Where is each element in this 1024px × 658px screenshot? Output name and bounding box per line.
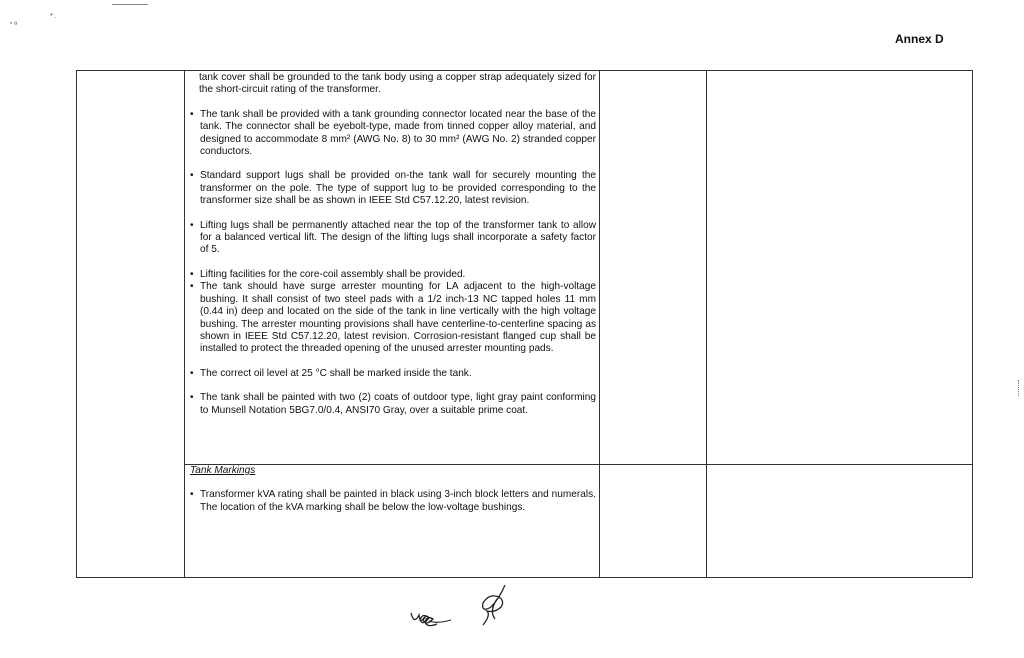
list-item: • The tank should have surge arrester mounting for LA adjacent to the high-voltage bushing. It shall consist of two steel pads with a 1/2 inch-13 NC tapped holes 11 mm (0.44 in) deep and located on the side of the tank in line vertically with the high voltage bushing. The arrester mounting provisions shall have centerline-to-centerline spacing as shown in IEEE Std C57.12.20, latest revision. Corrosion-resistant flanged cup shall be installed to protect the threaded opening of the unused arrester mounting pads. xyxy=(190,281,596,355)
table-col-divider-3 xyxy=(706,71,707,577)
list-item-text: Lifting lugs shall be permanently attached near the top of the transformer tank to allow for a balanced vertical lift. The design of the lifting lugs shall incorporate a safety factor of 5. xyxy=(200,219,596,256)
annex-label: Annex D xyxy=(895,32,944,46)
tank-markings-section xyxy=(186,465,596,514)
list-item-text: Transformer kVA rating shall be painted in black using 3-inch block letters and numerals. The location of the kVA marking shall be below the low-voltage bushings. xyxy=(200,489,596,513)
list-item: • Lifting facilities for the core-coil assembly shall be provided. xyxy=(190,268,466,280)
list-item-text: The correct oil level at 25 °C shall be marked inside the tank. xyxy=(200,367,472,379)
handwritten-signature xyxy=(405,583,525,633)
section-title: Tank Markings xyxy=(190,465,256,476)
initials-stroke xyxy=(411,613,437,626)
list-item-text: Standard support lugs shall be provided on-the tank wall for securely mounting the transformer on the pole. The type of support lug to be provided corresponding to the transformer size shall be as shown in IEEE Std C57.12.20, latest revision. xyxy=(200,170,596,207)
list-item: • The correct oil level at 25 °C shall be marked inside the tank. xyxy=(190,367,472,379)
table-col-divider-2 xyxy=(599,71,600,577)
continuation-text: tank cover shall be grounded to the tank body using a copper strap adequately sized for the short-circuit rating of the transformer. xyxy=(199,72,596,96)
list-item-text: Lifting facilities for the core-coil assembly shall be provided. xyxy=(200,268,466,280)
list-item: • Lifting lugs shall be permanently attached near the top of the transformer tank to allow for a balanced vertical lift. The design of the lifting lugs shall incorporate a safety factor of 5. xyxy=(190,219,596,256)
scan-side-mark xyxy=(1018,380,1021,396)
signature-mark xyxy=(483,585,505,625)
list-item-text: The tank should have surge arrester mounting for LA adjacent to the high-voltage bushing. It shall consist of two steel pads with a 1/2 inch-13 NC tapped holes 11 mm (0.44 in) deep and located on the side of the tank in line vertically with the high voltage bushing. The arrester mounting provisions shall have centerline-to-centerline spacing as shown in IEEE Std C57.12.20, latest revision. Corrosion-resistant flanged cup shall be installed to protect the threaded opening of the unused arrester mounting pads. xyxy=(200,281,596,355)
list-item: • Standard support lugs shall be provided on-the tank wall for securely mounting the transformer on the pole. The type of support lug to be provided corresponding to the transformer size shall be as shown in IEEE Std C57.12.20, latest revision. xyxy=(190,170,596,207)
list-item: • The tank shall be painted with two (2) coats of outdoor type, light gray paint conforming to Munsell Notation 5BG7.0/0.4, ANSI70 Gray, over a suitable prime coat. xyxy=(190,392,596,416)
table-col-divider-1 xyxy=(184,71,185,577)
scan-mark-left: " ª xyxy=(10,22,18,29)
list-item: • Transformer kVA rating shall be painted in black using 3-inch block letters and numerals. The location of the kVA marking shall be below the low-voltage bushings. xyxy=(190,489,596,513)
list-item: • The tank shall be provided with a tank grounding connector located near the base of the tank. The connector shall be eyebolt-type, made from tinned copper alloy material, and designed to accommodate 8 mm² (AWG No. 8) to 30 mm² (AWG No. 2) stranded copper conductors. xyxy=(190,108,596,158)
list-item-text: The tank shall be painted with two (2) coats of outdoor type, light gray paint conforming to Munsell Notation 5BG7.0/0.4, ANSI70 Gray, over a suitable prime coat. xyxy=(200,392,596,416)
list-item-text: The tank shall be provided with a tank grounding connector located near the base of the tank. The connector shall be eyebolt-type, made from tinned copper alloy material, and designed to accommodate 8 mm² (AWG No. 8) to 30 mm² (AWG No. 2) stranded copper conductors. xyxy=(200,108,596,158)
tank-requirements xyxy=(186,72,596,417)
scan-mark-top: * . xyxy=(50,13,57,20)
scan-top-rule xyxy=(112,4,148,5)
